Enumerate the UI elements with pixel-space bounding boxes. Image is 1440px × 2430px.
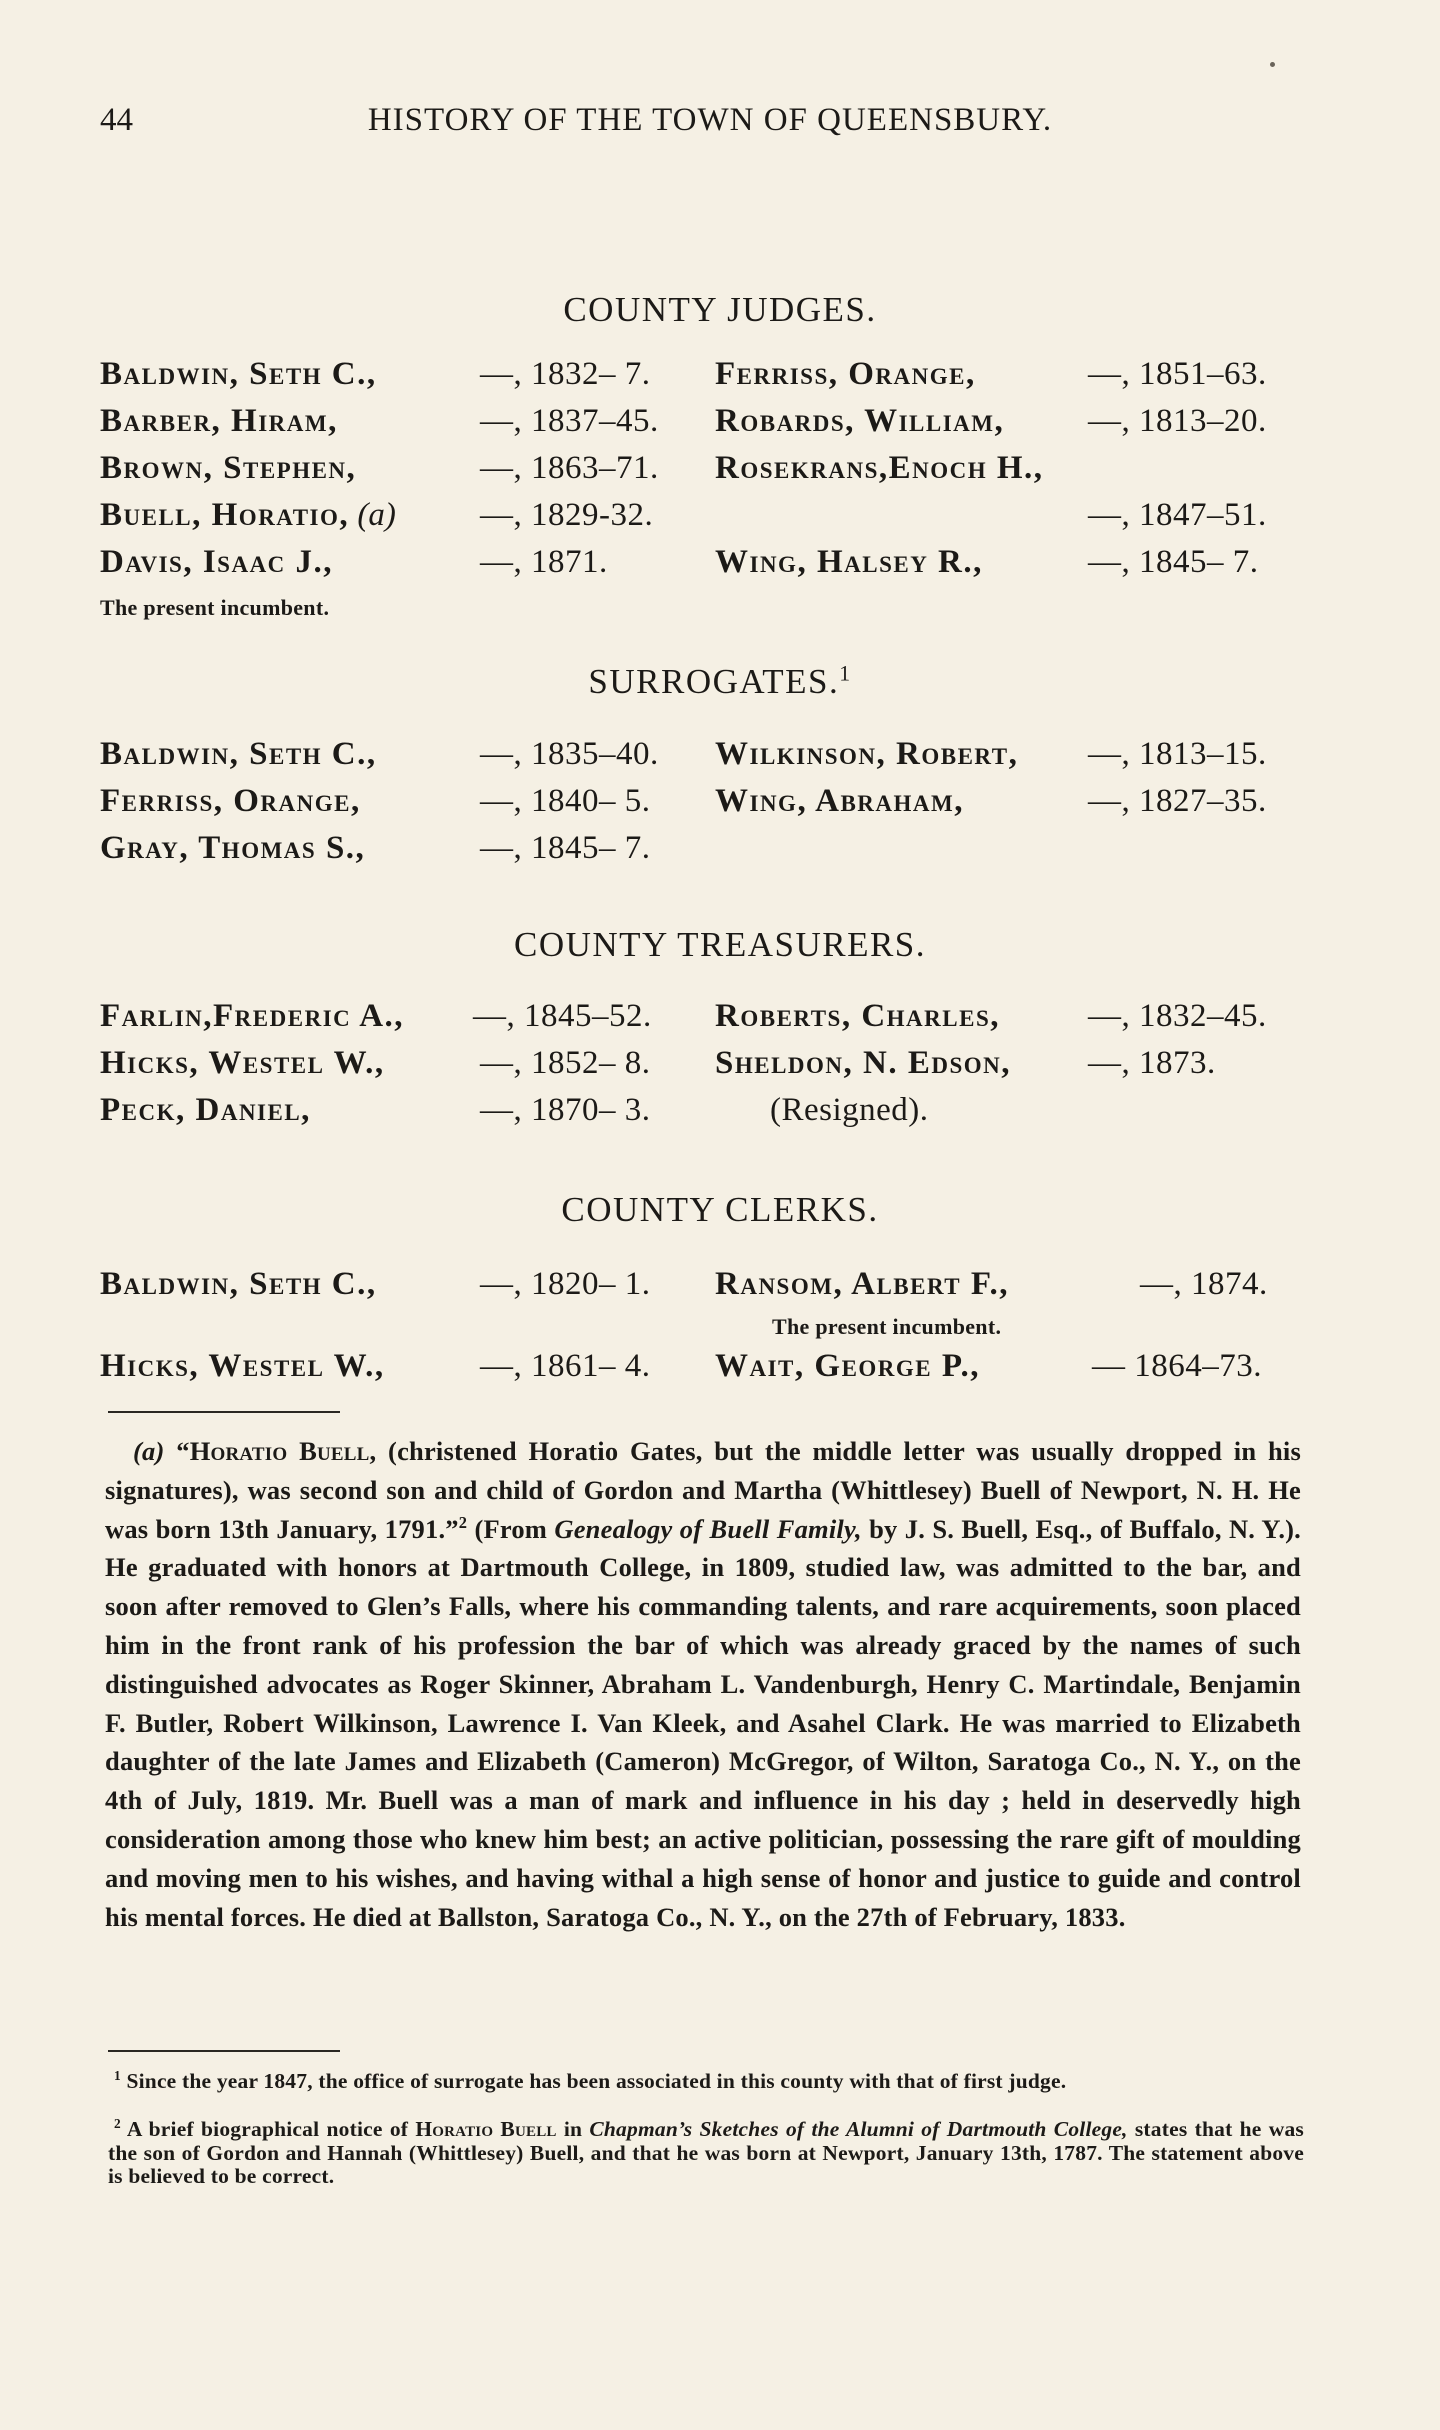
surrogate-years: —, 1840– 5. (480, 783, 651, 819)
judge-entry: Buell, Horatio, (a) (100, 497, 396, 533)
surrogate-entry: Wilkinson, Robert, (715, 736, 1019, 772)
person-name: Horatio Buell, (189, 1436, 377, 1466)
county-treasurers-title: COUNTY TREASURERS. (513, 925, 927, 964)
footnotes-divider (108, 2050, 340, 2052)
clerk-entry: Baldwin, Seth C., (100, 1266, 377, 1302)
judge-entry: Davis, Isaac J., (100, 544, 334, 580)
judge-entry: Brown, Stephen, (100, 450, 357, 486)
judge-years: —, 1847–51. (1088, 497, 1267, 533)
judge-entry: Wing, Halsey R., (715, 544, 983, 580)
page-number: 44 (100, 102, 133, 138)
judge-years: —, 1813–20. (1088, 403, 1267, 439)
surrogate-entry: Ferriss, Orange, (100, 783, 361, 819)
county-judges-title: COUNTY JUDGES. (563, 290, 877, 329)
footnote-1: $^1$ Since the year 1847, the office of surrogate has been associated in this county with that of first judge. (114, 2067, 1067, 2093)
treasurer-years: —, 1852– 8. (480, 1045, 651, 1081)
judge-entry: Barber, Hiram, (100, 403, 338, 439)
treasurer-entry: Peck, Daniel, (100, 1092, 311, 1128)
incumbent-note: The present incumbent. (100, 595, 330, 620)
treasurer-years: —, 1832–45. (1088, 998, 1267, 1034)
treasurer-years: —, 1870– 3. (480, 1092, 651, 1128)
note-marker: (a) (133, 1436, 165, 1466)
county-clerks-title: COUNTY CLERKS. (561, 1190, 879, 1229)
judge-years: —, 1871. (480, 544, 608, 580)
judge-years: —, 1845– 7. (1088, 544, 1259, 580)
judge-years: —, 1851–63. (1088, 356, 1267, 392)
print-speck (1270, 62, 1275, 67)
treasurer-years: —, 1845–52. (473, 998, 652, 1034)
surrogates-title: SURROGATES.$^1$ (588, 661, 852, 701)
source-title: Chapman’s Sketches of the Alumni of Dartmouth College, (589, 2117, 1128, 2141)
notes-divider (108, 1411, 340, 1413)
note-marker: (a) (357, 497, 396, 533)
surrogate-years: —, 1835–40. (480, 736, 659, 772)
running-title: HISTORY OF THE TOWN OF QUEENSBURY. (367, 102, 1053, 138)
judge-entry: Ferriss, Orange, (715, 356, 976, 392)
clerk-years: —, 1861– 4. (480, 1348, 651, 1384)
judge-entry: Robards, William, (715, 403, 1005, 439)
clerk-entry: Ransom, Albert F., (715, 1266, 1009, 1302)
surrogate-years: —, 1813–15. (1088, 736, 1267, 772)
treasurer-entry: Sheldon, N. Edson, (715, 1045, 1012, 1081)
surrogate-years: —, 1827–35. (1088, 783, 1267, 819)
judge-entry: Baldwin, Seth C., (100, 356, 377, 392)
clerk-years: — 1864–73. (1092, 1348, 1262, 1384)
biographical-note: (a) “Horatio Buell, (christened Horatio Gates, but the middle letter was usually dropped in his signatures), was second son and child of Gordon and Martha (Whittlesey) Buell of Newport, N. H. He was born 13th January, 1791.”$^2$ (From Genealogy of Buell Family, by J. S. Buell, Esq., of Buffalo, N. Y.). He graduated with honors at Dartmouth College, in 1809, studied law, was admitted to the bar, and soon after removed to Glen’s Falls, where his commanding talents, and rare acquirements, soon placed him in the front rank of his profession the bar of which was already graced by the names of such distinguished advocates as Roger Skinner, Abraham L. Vandenburgh, Henry C. Martindale, Benjamin F. Butler, Robert Wilkinson, Lawrence I. Van Kleek, and Asahel Clark. He was married to Elizabeth daughter of the late James and Elizabeth (Cameron) McGregor, of Wilton, Saratoga Co., N. Y., on the 4th of July, 1819. Mr. Buell was a man of mark and influence in his day ; held in deservedly high consideration among those who knew him best; an active politician, possessing the rare gift of moulding and moving men to his wishes, and having withal a high sense of honor and justice to guide and control his mental forces. He died at Ballston, Saratoga Co., N. Y., on the 27th of February, 1833. (105, 1436, 1302, 1932)
source-title: Genealogy of Buell Family, (554, 1513, 862, 1544)
treasurer-entry: Hicks, Westel W., (100, 1045, 385, 1081)
clerk-entry: Wait, George P., (715, 1348, 981, 1384)
footnote-ref: 1 (839, 661, 852, 686)
judge-years: —, 1832– 7. (480, 356, 651, 392)
incumbent-note: The present incumbent. (772, 1314, 1002, 1339)
judge-years: —, 1837–45. (480, 403, 659, 439)
resigned-note: (Resigned). (770, 1092, 929, 1128)
judge-entry: Rosekrans,Enoch H., (715, 450, 1044, 486)
judge-years: —, 1829-32. (480, 497, 654, 533)
page-header (100, 102, 1320, 142)
treasurer-entry: Roberts, Charles, (715, 998, 1001, 1034)
footnote-ref: 2 (458, 1512, 468, 1532)
clerk-years: —, 1820– 1. (480, 1266, 651, 1302)
treasurer-years: —, 1873. (1088, 1045, 1216, 1081)
surrogate-years: —, 1845– 7. (480, 830, 651, 866)
surrogate-entry: Baldwin, Seth C., (100, 736, 377, 772)
surrogate-entry: Wing, Abraham, (715, 783, 964, 819)
treasurer-entry: Farlin,Frederic A., (100, 998, 405, 1034)
surrogate-entry: Gray, Thomas S., (100, 830, 366, 866)
clerk-entry: Hicks, Westel W., (100, 1348, 385, 1384)
judge-years: —, 1863–71. (480, 450, 659, 486)
footnote-2: $^2$ A brief biographical notice of Horatio Buell in Chapman’s Sketches of the Alumni of Dartmouth College, states that he was the son of Gordon and Hannah (Whittlesey) Buell, and that he was born at Newport, January 13th, 1787. The statement above is believed to be correct. (108, 2115, 1304, 2188)
clerk-years: —, 1874. (1140, 1266, 1268, 1302)
